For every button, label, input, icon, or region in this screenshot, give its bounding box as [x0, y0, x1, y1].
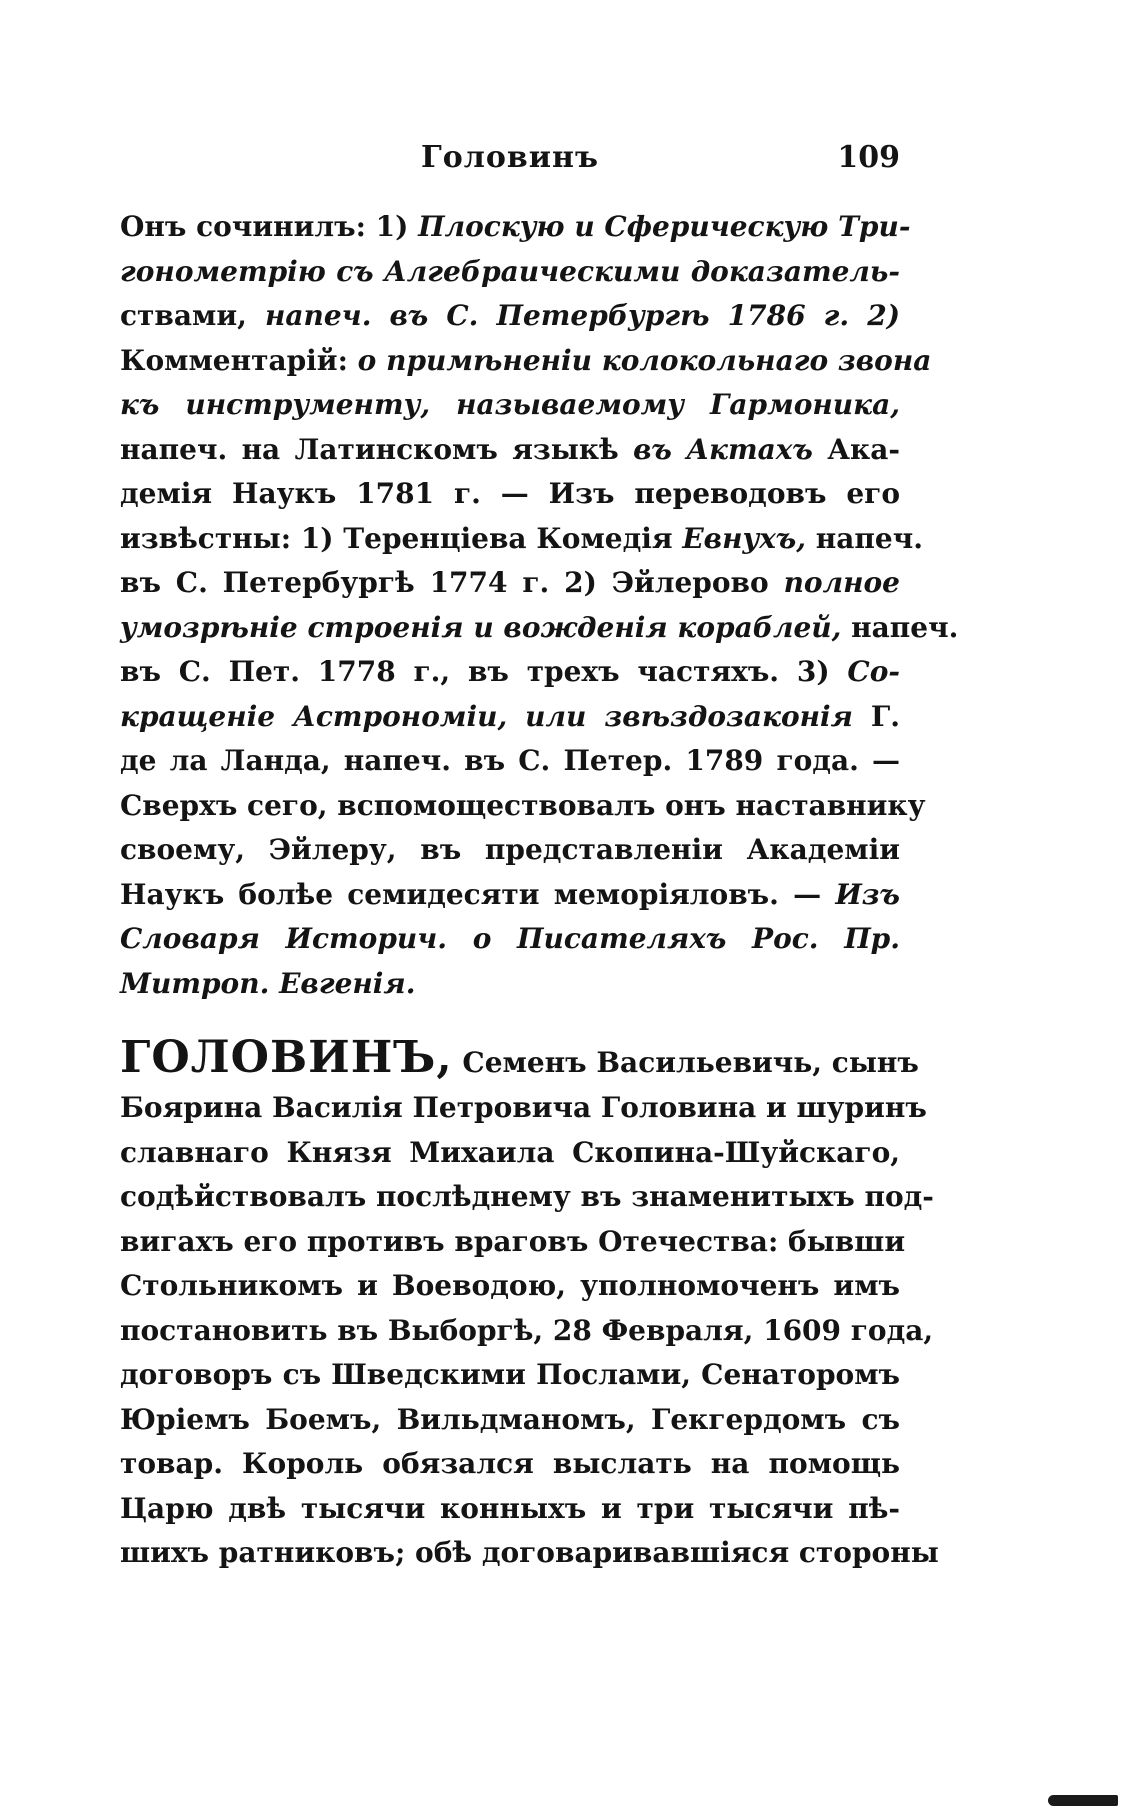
text-line — [120, 784, 926, 829]
italic-run: о примѣненіи колокольнаго звона — [357, 343, 932, 377]
text-line — [120, 561, 900, 606]
text-line — [120, 205, 911, 250]
roman-run: напеч. — [806, 521, 923, 555]
text-line — [120, 873, 900, 918]
roman-run: извѣстны: 1) Теренціева Комедія — [120, 521, 683, 555]
roman-run: Комментарій: — [120, 343, 358, 377]
roman-run: де ла Ланда, напеч. въ С. Петер. 1789 года. — — [120, 744, 900, 777]
roman-run: въ С. Пет. 1778 г., въ трехъ частяхъ. 3) — [120, 655, 848, 688]
roman-run: Онъ сочинилъ: 1) — [120, 210, 419, 243]
text-line: товар. Король обязался выслать на помощь — [120, 1447, 900, 1480]
page-number: 109 — [837, 140, 900, 175]
italic-run: Митроп. Евгенія. — [120, 966, 416, 1000]
running-title: Головинъ — [421, 140, 599, 175]
roman-run: Сверхъ сего, вспомоществовалъ онъ наставнику — [120, 788, 926, 822]
entry-text-lines — [120, 1086, 939, 1576]
roman-run: ствами, — [120, 299, 247, 332]
roman-run: своему, Эйлеру, въ представленіи Академіи — [120, 833, 900, 866]
roman-run: Наукъ болѣе семидесяти меморіяловъ. — — [120, 877, 836, 911]
italic-run: къ инструменту, называемому Гармоника, — [120, 388, 900, 421]
italic-run: въ Актахъ — [633, 432, 813, 466]
text-line — [120, 472, 900, 517]
italic-run: Словаря Историч. о Писателяхъ Рос. Пр. — [120, 922, 900, 955]
text-line — [120, 917, 900, 962]
italic-run: гонометрію съ Алгебраическими доказатель- — [120, 254, 900, 288]
text-line: Юріемъ Боемъ, Вильдманомъ, Гекгердомъ съ — [120, 1402, 900, 1436]
roman-run: Г. — [852, 699, 900, 733]
italic-run: Евнухъ, — [682, 521, 807, 555]
text-line — [120, 339, 932, 384]
text-line — [120, 828, 900, 873]
entry-headword: ГОЛОВИНЪ, — [120, 1032, 453, 1083]
text-line: договоръ съ Шведскими Послами, Сенаторомъ — [120, 1358, 900, 1391]
italic-run: кращеніе Астрономіи, или звѣздозаконія — [120, 699, 853, 733]
entry-first-line-text: Семенъ Васильевичь, сынъ — [452, 1046, 919, 1079]
running-head — [120, 140, 900, 180]
page-edge-mark — [1048, 1795, 1118, 1806]
italic-run: напеч. въ С. Петербургѣ 1786 г. 2) — [246, 299, 900, 332]
roman-run: напеч. — [841, 610, 959, 644]
italic-run: умозрѣніе строенія и вожденія кораблей, — [120, 610, 842, 644]
roman-run: напеч. на Латинскомъ языкѣ — [120, 432, 634, 466]
roman-run: демія Наукъ 1781 г. — Изъ переводовъ его — [120, 477, 900, 510]
text-line — [120, 517, 923, 562]
continued-entry-text — [120, 205, 959, 1006]
dictionary-entry — [120, 1030, 939, 1576]
text-line — [120, 962, 900, 1007]
text-line: Боярина Василія Петровича Головина и шуринъ — [120, 1091, 927, 1124]
text-line: шихъ ратниковъ; обѣ договаривавшіяся стороны — [120, 1536, 939, 1569]
text-line — [120, 695, 900, 740]
text-line: Стольникомъ и Воеводою, уполномоченъ имъ — [120, 1269, 900, 1302]
text-line — [120, 294, 900, 339]
italic-run: Со- — [847, 655, 900, 688]
text-line — [120, 383, 900, 428]
text-line — [120, 606, 959, 651]
roman-run: въ С. Петербургѣ 1774 г. 2) Эйлерово — [120, 566, 784, 599]
text-line: Царю двѣ тысячи конныхъ и три тысячи пѣ- — [120, 1491, 900, 1525]
italic-run: полное — [783, 566, 900, 599]
roman-run: Ака- — [812, 432, 900, 466]
italic-run: Изъ — [835, 877, 900, 911]
text-line — [120, 428, 900, 473]
italic-run: Плоскую и Сферическую Три- — [418, 210, 911, 243]
text-line: содѣйствовалъ послѣднему въ знаменитыхъ под- — [120, 1180, 934, 1213]
text-line: славнаго Князя Михаила Скопина-Шуйскаго, — [120, 1135, 900, 1169]
text-line — [120, 650, 900, 695]
entry-first-line — [120, 1030, 919, 1086]
text-line — [120, 250, 900, 295]
text-line — [120, 739, 900, 784]
text-line: постановить въ Выборгѣ, 28 Февраля, 1609 года, — [120, 1313, 934, 1347]
text-line: вигахъ его противъ враговъ Отечества: бывши — [120, 1224, 906, 1258]
